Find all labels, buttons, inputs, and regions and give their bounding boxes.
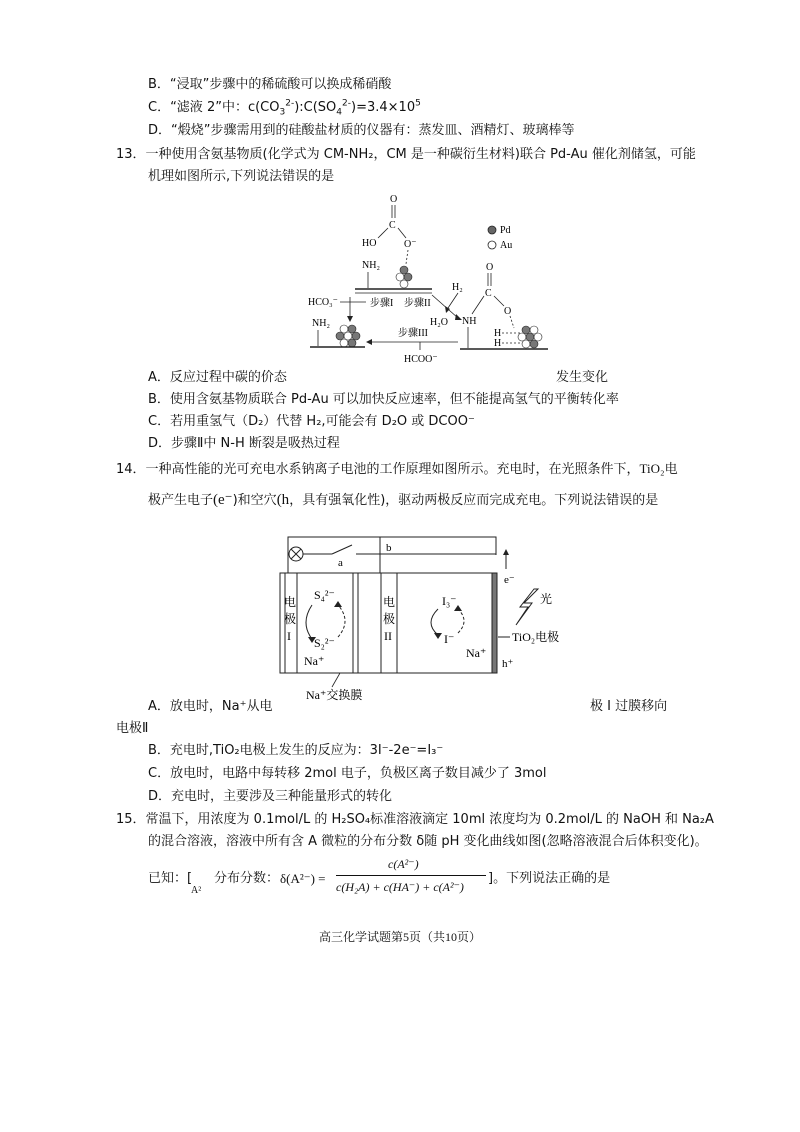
label-light: 光: [540, 592, 553, 606]
q13-option-a-right: 发生变化: [556, 370, 609, 385]
au-legend-icon: [488, 241, 496, 249]
electrode2-char2: 极: [383, 612, 396, 626]
label-h2o: H₂O: [430, 317, 448, 328]
q15-known-a2: A²: [191, 885, 202, 896]
pd-legend-icon: [488, 226, 496, 234]
q15-known-suffix: ]。下列说法正确的是: [488, 871, 611, 886]
label-o-right-top: O: [486, 262, 494, 273]
q13-option-a-left: A．反应过程中碳的价态: [148, 370, 287, 385]
q12-option-d: D．“煅烧”步骤需用到的硅酸盐材质的仪器有：蒸发皿、酒精灯、玻璃棒等: [148, 123, 575, 138]
q13-option-d: D．步骤Ⅱ中 N-H 断裂是吸热过程: [148, 436, 340, 451]
legend-au: Au: [500, 240, 513, 251]
label-na-left: Na⁺: [304, 654, 325, 668]
label-e-minus: e⁻: [504, 574, 515, 586]
q14-option-a-left: A．放电时，Na⁺从电: [148, 699, 273, 714]
label-hcoo: HCOO⁻: [404, 354, 438, 365]
q15-stem-line1: 15．常温下，用浓度为 0.1mol/L 的 H₂SO₄标准溶液滴定 10ml 浓度均为 0.2mol/L 的 NaOH 和 Na₂A: [116, 812, 714, 827]
q13-option-b: B．使用含氨基物质联合 Pd-Au 可以加快反应速率，但不能提高氢气的平衡转化率: [148, 392, 619, 407]
q14-option-a-right: 极 I 过膜移向: [590, 699, 668, 714]
switch-label-a: a: [338, 557, 343, 569]
label-step2: 步骤II: [404, 298, 431, 309]
label-s2: S₂²⁻: [314, 636, 335, 650]
q13-option-c: C．若用重氢气（D₂）代替 H₂,可能会有 D₂O 或 DCOO⁻: [148, 414, 475, 429]
q15-fraction-bar: [336, 875, 486, 876]
label-i3: I₃⁻: [442, 594, 457, 608]
label-h-lower: H: [494, 338, 502, 349]
switch-label-b: b: [386, 542, 392, 554]
q13-stem-line2: 机理如图所示,下列说法错误的是: [148, 169, 335, 184]
q15-frac-lhs: δ(A²⁻) =: [280, 871, 326, 886]
q14-stem-line1: 14．一种高性能的光可充电水系钠离子电池的工作原理如图所示。充电时，在光照条件下，TiO₂电: [116, 461, 678, 477]
page-footer: 高三化学试题第5页（共10页）: [318, 930, 481, 944]
q15-frac-numerator: c(A²⁻): [388, 857, 419, 871]
lightning-icon: [516, 589, 538, 625]
label-c-top: C: [389, 220, 396, 231]
electrode1-char3: I: [287, 629, 291, 643]
label-i-minus: I⁻: [444, 632, 455, 646]
q12-option-b: B．“浸取”步骤中的稀硫酸可以换成稀硝酸: [148, 77, 392, 92]
q15-frac-denominator: c(H₂A) + c(HA⁻) + c(A²⁻): [336, 880, 464, 894]
label-membrane: Na⁺交换膜: [306, 688, 363, 702]
label-na-right: Na⁺: [466, 646, 487, 660]
label-hco3: HCO₃⁻: [308, 297, 338, 308]
q13-mechanism-diagram: [300, 190, 570, 370]
electrode1-char2: 极: [284, 612, 297, 626]
label-o-right: O: [504, 306, 512, 317]
q15-known-prefix: 已知：[: [148, 871, 193, 886]
label-h-plus: h⁺: [502, 658, 514, 670]
q14-option-d: D．充电时，主要涉及三种能量形式的转化: [148, 789, 393, 804]
label-nh2-bottom: NH₂: [312, 318, 330, 329]
q14-battery-diagram: [270, 527, 580, 707]
q15-known-mid: 分布分数：: [214, 871, 280, 886]
label-o-minus: O⁻: [404, 239, 417, 250]
q14-stem-line2: 极产生电子(e⁻)和空穴(h，具有强氧化性)，驱动两极反应而完成充电。下列说法错误的是: [148, 492, 659, 508]
q14-option-a-continued: 电极Ⅱ: [116, 721, 149, 736]
electrode2-char1: 电: [383, 595, 396, 609]
q14-option-b: B．充电时,TiO₂电极上发生的反应为：3I⁻-2e⁻=I₃⁻: [148, 743, 444, 758]
label-nh: NH: [462, 316, 477, 327]
label-s4: S₄²⁻: [314, 588, 335, 602]
q15-stem-line2: 的混合溶液，溶液中所有含 A 微粒的分布分数 δ随 pH 变化曲线如图(忽略溶液混合后体积变化)。: [148, 834, 708, 849]
label-o-top: O: [390, 194, 398, 205]
label-step3: 步骤III: [398, 328, 428, 339]
electrode1-char1: 电: [284, 595, 297, 609]
electrode2-char3: II: [384, 629, 392, 643]
q12-option-c: C．“滤液 2”中：$c(CO_3^{2-}):C(SO_4^{2-})=3.4\times 10^5$: [148, 98, 421, 118]
label-tio2-electrode: TiO₂电极: [512, 630, 560, 644]
q14-option-c: C．放电时，电路中每转移 2mol 电子，负极区离子数目减少了 3mol: [148, 766, 547, 781]
label-h2: H₂: [452, 282, 463, 293]
label-c-right: C: [485, 288, 492, 299]
label-h-upper: H: [494, 328, 502, 339]
legend-pd: Pd: [500, 225, 511, 236]
label-nh2-top: NH₂: [362, 260, 380, 271]
label-step1: 步骤I: [370, 298, 394, 309]
q13-stem-line1: 13．一种使用含氨基物质(化学式为 CM-NH₂，CM 是一种碳衍生材料)联合 Pd-Au 催化剂储氢，可能: [116, 147, 696, 162]
label-ho: HO: [362, 238, 377, 249]
switch-icon: [332, 545, 352, 554]
